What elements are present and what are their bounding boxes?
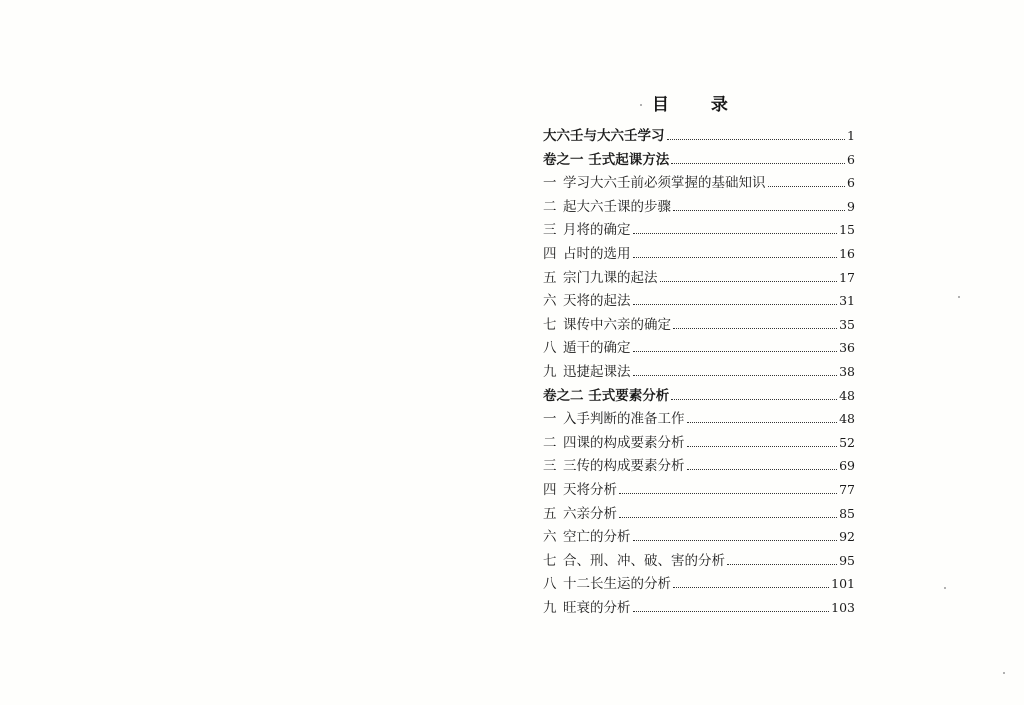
toc-entry[interactable]	[543, 336, 855, 360]
toc-entry-page: 92	[839, 529, 855, 545]
toc-entry[interactable]	[543, 242, 855, 266]
dot-leader	[633, 540, 838, 541]
toc-entry-page: 35	[839, 316, 855, 332]
toc-entry-number: 七	[543, 316, 557, 333]
toc-entry-number: 八	[543, 340, 557, 357]
dot-leader	[633, 233, 838, 234]
toc-entry-page: 101	[831, 576, 855, 592]
paper-speck	[958, 296, 960, 298]
toc-entry[interactable]	[543, 360, 855, 384]
toc-entry[interactable]	[543, 289, 855, 313]
toc-entry-page: 85	[839, 505, 855, 521]
toc-entry-page: 48	[839, 411, 855, 427]
toc-entry-page: 9	[847, 198, 855, 214]
toc-entry-number: 九	[543, 363, 557, 380]
toc-entry-page: 6	[847, 175, 855, 191]
toc-entry-page: 69	[839, 458, 855, 474]
dot-leader	[633, 375, 838, 376]
toc-entry-page: 15	[839, 222, 855, 238]
toc-entry-label: 入手判断的准备工作	[563, 411, 685, 428]
dot-leader	[687, 446, 838, 447]
toc-entry[interactable]	[543, 572, 855, 596]
toc-entry-number: 六	[543, 293, 557, 310]
toc-entry-number: 四	[543, 245, 557, 262]
toc-entry-label: 三传的构成要素分析	[563, 458, 685, 475]
dot-leader	[633, 351, 838, 352]
dot-leader	[633, 257, 838, 258]
toc-entry-label: 天将分析	[563, 481, 617, 498]
toc-entry-label: 天将的起法	[563, 293, 631, 310]
dot-leader	[671, 399, 837, 400]
dot-leader	[687, 469, 838, 470]
toc-entry[interactable]	[543, 171, 855, 195]
dot-leader	[660, 281, 838, 282]
toc-entry-label: 起大六壬课的步骤	[563, 198, 671, 215]
toc-entry-number: 五	[543, 505, 557, 522]
toc-entry[interactable]	[543, 195, 855, 219]
dot-leader	[687, 422, 838, 423]
toc-entry-label: 课传中六亲的确定	[563, 316, 671, 333]
toc-entry[interactable]	[543, 124, 855, 148]
table-of-contents	[543, 124, 855, 619]
toc-entry-label: 四课的构成要素分析	[563, 434, 685, 451]
toc-entry[interactable]	[543, 525, 855, 549]
toc-entry[interactable]	[543, 148, 855, 172]
toc-entry[interactable]	[543, 218, 855, 242]
dot-leader	[619, 517, 837, 518]
toc-entry[interactable]	[543, 407, 855, 431]
toc-entry-page: 77	[839, 481, 855, 497]
toc-entry[interactable]	[543, 313, 855, 337]
toc-entry-number: 八	[543, 576, 557, 593]
dot-leader	[619, 493, 837, 494]
toc-entry-label: 月将的确定	[563, 222, 631, 239]
toc-entry-page: 36	[839, 340, 855, 356]
toc-entry[interactable]	[543, 454, 855, 478]
dot-leader	[633, 304, 838, 305]
paper-speck	[944, 587, 946, 589]
toc-entry-label: 空亡的分析	[563, 529, 631, 546]
toc-entry-label: 合、刑、冲、破、害的分析	[563, 552, 725, 569]
toc-entry-number: 一	[543, 411, 557, 428]
toc-entry-label: 十二长生运的分析	[563, 576, 671, 593]
toc-entry-number: 三	[543, 458, 557, 475]
dot-leader	[768, 186, 846, 187]
toc-entry-page: 103	[831, 599, 855, 615]
dot-leader	[673, 587, 829, 588]
toc-entry-label: 学习大六壬前必须掌握的基础知识	[563, 175, 766, 192]
toc-entry-number: 七	[543, 552, 557, 569]
dot-leader	[633, 611, 830, 612]
toc-entry-number: 六	[543, 529, 557, 546]
toc-entry-number: 九	[543, 599, 557, 616]
toc-entry-page: 48	[839, 387, 855, 403]
dot-leader	[667, 139, 846, 140]
toc-entry-label: 大六壬与大六壬学习	[543, 128, 665, 144]
toc-entry[interactable]	[543, 384, 855, 408]
toc-entry-number: 二	[543, 434, 557, 451]
toc-entry-page: 95	[839, 552, 855, 568]
toc-entry-page: 16	[839, 245, 855, 261]
toc-entry-number: 一	[543, 175, 557, 192]
toc-entry-label: 六亲分析	[563, 505, 617, 522]
toc-entry-page: 38	[839, 363, 855, 379]
toc-entry-label: 占时的选用	[563, 245, 631, 262]
toc-entry-number: 三	[543, 222, 557, 239]
toc-entry-label: 遁干的确定	[563, 340, 631, 357]
toc-entry-number: 四	[543, 481, 557, 498]
toc-entry-label: 旺衰的分析	[563, 599, 631, 616]
toc-entry[interactable]	[543, 596, 855, 620]
toc-entry-label: 宗门九课的起法	[563, 269, 658, 286]
toc-entry-label: 卷之二 壬式要素分析	[543, 387, 670, 404]
toc-entry[interactable]	[543, 549, 855, 573]
toc-entry-number: 二	[543, 198, 557, 215]
paper-speck	[640, 104, 642, 106]
dot-leader	[727, 564, 837, 565]
toc-entry-page: 17	[839, 269, 855, 285]
toc-entry[interactable]	[543, 266, 855, 290]
toc-entry-page: 6	[847, 151, 855, 167]
toc-entry[interactable]	[543, 502, 855, 526]
toc-entry-number: 五	[543, 269, 557, 286]
toc-entry-page: 52	[839, 434, 855, 450]
dot-leader	[671, 163, 845, 164]
paper-speck	[1003, 672, 1005, 674]
toc-entry-label: 卷之一 壬式起课方法	[543, 151, 670, 168]
toc-entry-page: 1	[847, 128, 855, 143]
toc-entry-page: 31	[839, 293, 855, 309]
toc-entry[interactable]	[543, 478, 855, 502]
toc-entry[interactable]	[543, 431, 855, 455]
toc-entry-label: 迅捷起课法	[563, 363, 631, 380]
page-title: 目 录	[652, 95, 746, 115]
dot-leader	[673, 210, 845, 211]
dot-leader	[673, 328, 837, 329]
